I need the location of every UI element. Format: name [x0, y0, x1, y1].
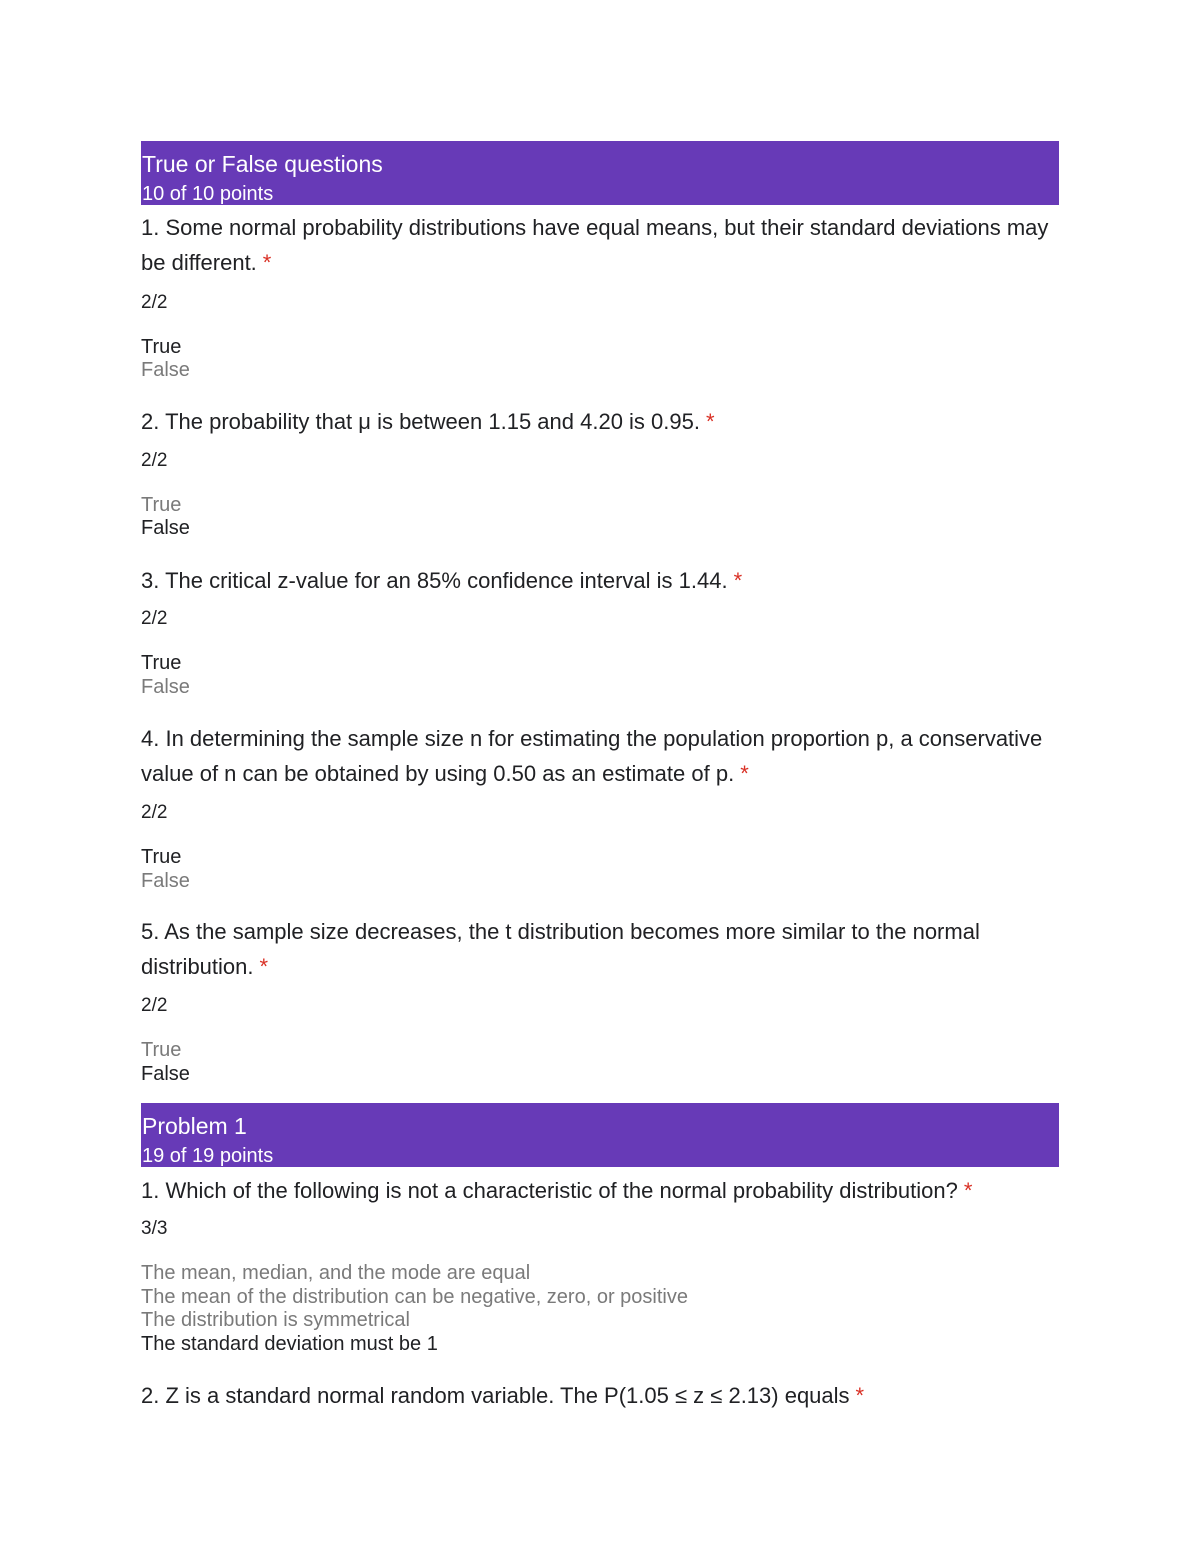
section-title: True or False questions	[142, 151, 383, 177]
question-label: 3. The critical z-value for an 85% confidence interval is 1.44.	[141, 568, 728, 593]
required-mark: *	[259, 954, 269, 979]
option-true: True	[141, 336, 182, 358]
option-item: The mean, median, and the mode are equal	[141, 1262, 531, 1284]
option-false: False	[141, 870, 190, 892]
option-false: False	[141, 517, 190, 539]
section-header-true-false	[141, 141, 1059, 205]
option-item: The mean of the distribution can be negative, zero, or positive	[141, 1286, 688, 1308]
question-text	[141, 1378, 1066, 1413]
question-score: 2/2	[141, 995, 168, 1016]
option-true: True	[141, 846, 182, 868]
question-label: 2. Z is a standard normal random variable. The P(1.05 ≤ z ≤ 2.13) equals	[141, 1383, 850, 1408]
option-true: True	[141, 1039, 182, 1061]
question-label: 5. As the sample size decreases, the t distribution becomes more similar to the normal distribution.	[141, 919, 980, 979]
question-label: 2. The probability that μ is between 1.15 and 4.20 is 0.95.	[141, 409, 700, 434]
section-points: 10 of 10 points	[142, 183, 274, 205]
question-score: 2/2	[141, 802, 168, 823]
option-false: False	[141, 1063, 190, 1085]
option-false: False	[141, 359, 190, 381]
question-label: 1. Which of the following is not a characteristic of the normal probability distribution?	[141, 1178, 958, 1203]
question-label: 1. Some normal probability distributions have equal means, but their standard deviations may be different.	[141, 215, 1049, 275]
question-text	[141, 404, 1066, 439]
required-mark: *	[733, 568, 743, 593]
option-true: True	[141, 652, 182, 674]
question-text	[141, 721, 1066, 791]
required-mark: *	[740, 761, 749, 786]
question-text	[141, 914, 1066, 984]
question-text	[141, 563, 1066, 598]
option-false: False	[141, 676, 190, 698]
required-mark: *	[705, 409, 715, 434]
question-label: 4. In determining the sample size n for estimating the population proportion p, a conservative value of n can be obtained by using 0.50 as an estimate of p.	[141, 726, 1043, 786]
section-points: 19 of 19 points	[142, 1145, 274, 1167]
question-score: 2/2	[141, 292, 168, 313]
question-text	[141, 210, 1066, 280]
required-mark: *	[963, 1178, 973, 1203]
option-true: True	[141, 494, 182, 516]
option-item: The distribution is symmetrical	[141, 1309, 410, 1331]
question-score: 2/2	[141, 608, 168, 629]
option-item-selected: The standard deviation must be 1	[141, 1333, 438, 1355]
question-score: 3/3	[141, 1218, 168, 1239]
section-header-problem-1	[141, 1103, 1059, 1167]
required-mark: *	[855, 1383, 865, 1408]
question-text	[141, 1173, 1066, 1208]
section-title: Problem 1	[142, 1113, 247, 1139]
question-score: 2/2	[141, 450, 168, 471]
required-mark: *	[262, 250, 272, 275]
